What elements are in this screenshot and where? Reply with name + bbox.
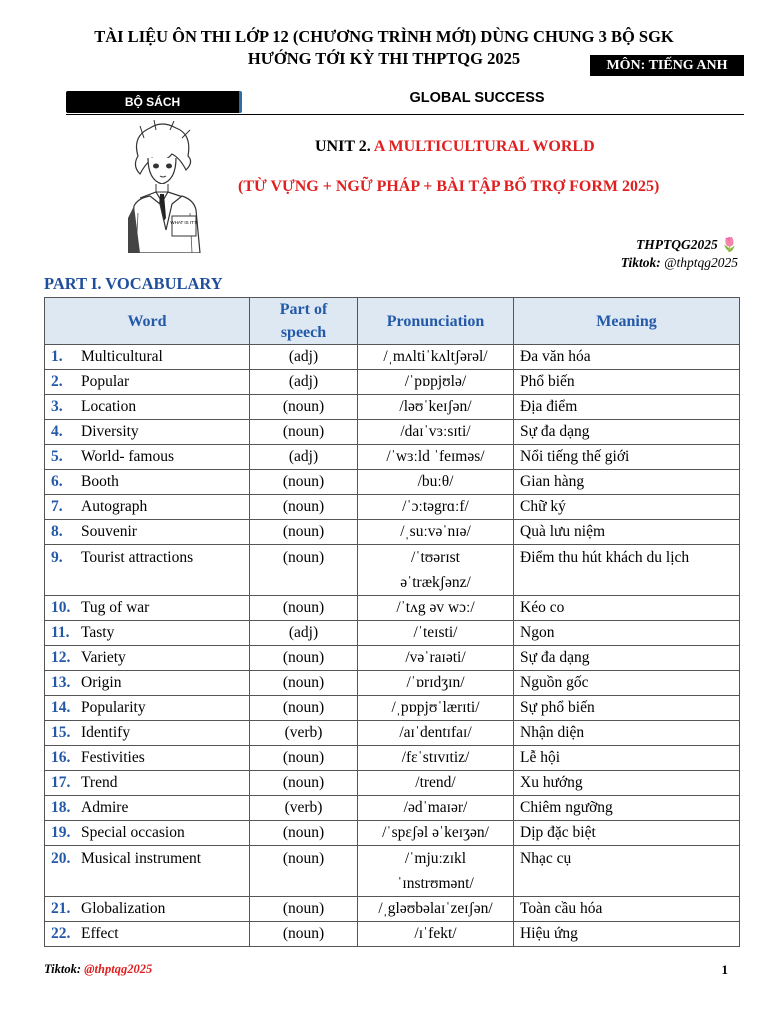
cell-part-of-speech: (adj) bbox=[250, 621, 358, 646]
row-number: 3. bbox=[51, 398, 63, 415]
cell-pronunciation bbox=[358, 897, 514, 922]
header-divider bbox=[66, 114, 744, 115]
vocabulary-table bbox=[44, 297, 740, 947]
row-number: 18. bbox=[51, 799, 71, 816]
vocab-word: Tasty bbox=[81, 624, 115, 641]
cell-meaning: Điểm thu hút khách du lịch bbox=[514, 545, 740, 596]
header-pos-line1: Part of bbox=[279, 301, 328, 318]
row-number: 9. bbox=[51, 549, 63, 566]
vocab-word: Identify bbox=[81, 724, 131, 741]
cell-pronunciation bbox=[358, 345, 514, 370]
cell-pronunciation bbox=[358, 922, 514, 947]
doc-title-line1: TÀI LIỆU ÔN THI LỚP 12 (CHƯƠNG TRÌNH MỚI) DÙNG CHUNG 3 BỘ SGK bbox=[94, 27, 674, 46]
table-row bbox=[45, 545, 740, 596]
cell-pronunciation bbox=[358, 821, 514, 846]
row-number: 17. bbox=[51, 774, 71, 791]
row-number: 6. bbox=[51, 473, 63, 490]
anime-character-illustration bbox=[110, 118, 210, 253]
cell-part-of-speech: (verb) bbox=[250, 721, 358, 746]
cell-pronunciation bbox=[358, 621, 514, 646]
table-row bbox=[45, 420, 740, 445]
cell-pronunciation bbox=[358, 470, 514, 495]
vocab-word: Variety bbox=[81, 649, 126, 666]
cell-pronunciation bbox=[358, 545, 514, 596]
row-number: 19. bbox=[51, 824, 71, 841]
pronunciation-text: /ˌpɒpjʊˈlærɪti/ bbox=[391, 699, 480, 716]
cell-part-of-speech: (verb) bbox=[250, 796, 358, 821]
table-row bbox=[45, 520, 740, 545]
cell-part-of-speech: (noun) bbox=[250, 520, 358, 545]
cell-meaning: Nhận diện bbox=[514, 721, 740, 746]
cell-pronunciation bbox=[358, 671, 514, 696]
pronunciation-text: /ˈtʌg əv wɔː/ bbox=[396, 599, 475, 616]
table-row bbox=[45, 646, 740, 671]
pronunciation-text: /vəˈraɪəti/ bbox=[405, 649, 466, 666]
vocab-word: Tourist attractions bbox=[81, 549, 194, 566]
cell-meaning: Chiêm ngưỡng bbox=[514, 796, 740, 821]
vocab-word: Multicultural bbox=[81, 348, 163, 365]
cell-pronunciation bbox=[358, 395, 514, 420]
pronunciation-text: /ˈɔːtəgrɑːf/ bbox=[402, 498, 469, 515]
header-meaning: Meaning bbox=[514, 298, 740, 345]
cell-meaning: Xu hướng bbox=[514, 771, 740, 796]
book-name: GLOBAL SUCCESS bbox=[409, 90, 545, 106]
pronunciation-text: /ɪˈfekt/ bbox=[414, 925, 457, 942]
cell-pronunciation bbox=[358, 721, 514, 746]
tiktok-credit bbox=[621, 255, 738, 271]
cell-pronunciation bbox=[358, 796, 514, 821]
cell-word bbox=[45, 821, 250, 846]
cell-word bbox=[45, 746, 250, 771]
cell-part-of-speech: (noun) bbox=[250, 922, 358, 947]
vocab-word: Autograph bbox=[81, 498, 148, 515]
row-number: 7. bbox=[51, 498, 63, 515]
row-number: 13. bbox=[51, 674, 71, 691]
table-row bbox=[45, 495, 740, 520]
cell-word bbox=[45, 771, 250, 796]
cell-pronunciation bbox=[358, 520, 514, 545]
pronunciation-text: /trend/ bbox=[415, 774, 456, 791]
cell-word bbox=[45, 370, 250, 395]
cell-word bbox=[45, 721, 250, 746]
vocab-word: Globalization bbox=[81, 900, 166, 917]
row-number: 4. bbox=[51, 423, 63, 440]
row-number: 10. bbox=[51, 599, 71, 616]
cell-part-of-speech: (noun) bbox=[250, 771, 358, 796]
pronunciation-text: /fɛˈstɪvɪtiz/ bbox=[401, 749, 470, 766]
cell-meaning: Dịp đặc biệt bbox=[514, 821, 740, 846]
table-row bbox=[45, 922, 740, 947]
cell-meaning: Quà lưu niệm bbox=[514, 520, 740, 545]
cell-meaning: Hiệu ứng bbox=[514, 922, 740, 947]
cell-pronunciation bbox=[358, 746, 514, 771]
cell-part-of-speech: (noun) bbox=[250, 420, 358, 445]
vocab-word: Effect bbox=[81, 925, 119, 942]
cell-part-of-speech: (noun) bbox=[250, 470, 358, 495]
vocab-word: Popular bbox=[81, 373, 130, 390]
pronunciation-text: /ˈɒrɪdʒɪn/ bbox=[406, 674, 465, 691]
row-number: 21. bbox=[51, 900, 71, 917]
page-number: 1 bbox=[721, 962, 728, 977]
table-row bbox=[45, 395, 740, 420]
subject-badge: MÔN: TIẾNG ANH bbox=[590, 55, 744, 76]
cell-part-of-speech: (noun) bbox=[250, 897, 358, 922]
table-row bbox=[45, 821, 740, 846]
footer-credit bbox=[44, 962, 152, 977]
pronunciation-text: /ˈteɪsti/ bbox=[413, 624, 458, 641]
header-pronunciation: Pronunciation bbox=[358, 298, 514, 345]
cell-meaning: Sự đa dạng bbox=[514, 646, 740, 671]
vocab-word: Special occasion bbox=[81, 824, 185, 841]
pronunciation-text: /ləʊˈkeɪʃən/ bbox=[399, 398, 472, 415]
cell-pronunciation bbox=[358, 370, 514, 395]
row-number: 14. bbox=[51, 699, 71, 716]
cell-part-of-speech: (noun) bbox=[250, 596, 358, 621]
unit-subtitle: (TỪ VỰNG + NGỮ PHÁP + BÀI TẬP BỔ TRỢ FORM 2025) bbox=[238, 178, 660, 195]
cell-word bbox=[45, 671, 250, 696]
header-part-of-speech bbox=[250, 298, 358, 345]
pronunciation-text: /ˈmjuːzɪkl bbox=[404, 850, 467, 867]
vocab-word: Booth bbox=[81, 473, 119, 490]
cell-meaning: Đa văn hóa bbox=[514, 345, 740, 370]
cell-part-of-speech: (adj) bbox=[250, 445, 358, 470]
row-number: 5. bbox=[51, 448, 63, 465]
tiktok-handle: @thptqg2025 bbox=[664, 255, 738, 270]
table-row bbox=[45, 721, 740, 746]
cell-meaning: Địa điểm bbox=[514, 395, 740, 420]
table-row bbox=[45, 696, 740, 721]
vocabulary-rows bbox=[45, 345, 740, 947]
cell-word bbox=[45, 646, 250, 671]
footer-tiktok-handle: @thptqg2025 bbox=[84, 962, 153, 976]
vocab-word: Location bbox=[81, 398, 137, 415]
cell-part-of-speech: (noun) bbox=[250, 495, 358, 520]
pronunciation-text-continued: əˈtrækʃənz/ bbox=[400, 574, 471, 591]
table-row bbox=[45, 596, 740, 621]
cell-word bbox=[45, 596, 250, 621]
row-number: 22. bbox=[51, 925, 71, 942]
pronunciation-text: /ˌsuːvəˈnɪə/ bbox=[400, 523, 471, 540]
cell-word bbox=[45, 420, 250, 445]
pronunciation-text: /ˌmʌltiˈkʌltʃərəl/ bbox=[383, 348, 488, 365]
cell-meaning: Kéo co bbox=[514, 596, 740, 621]
table-row bbox=[45, 370, 740, 395]
table-row bbox=[45, 445, 740, 470]
unit-heading bbox=[315, 138, 595, 156]
cell-word bbox=[45, 445, 250, 470]
pronunciation-text: /ˌgləʊbəlaɪˈzeɪʃən/ bbox=[378, 900, 493, 917]
footer-tiktok-label: Tiktok: bbox=[44, 962, 82, 976]
unit-title: A MULTICULTURAL WORLD bbox=[373, 138, 595, 155]
cell-part-of-speech: (noun) bbox=[250, 545, 358, 596]
vocab-word: World- famous bbox=[81, 448, 175, 465]
cell-pronunciation bbox=[358, 420, 514, 445]
vocab-word: Diversity bbox=[81, 423, 139, 440]
cell-word bbox=[45, 922, 250, 947]
tulip-icon: 🌷 bbox=[721, 237, 738, 252]
row-number: 15. bbox=[51, 724, 71, 741]
cell-meaning: Nguồn gốc bbox=[514, 671, 740, 696]
table-row bbox=[45, 621, 740, 646]
table-row bbox=[45, 897, 740, 922]
pronunciation-text: /ˈwɜːld ˈfeɪməs/ bbox=[386, 448, 485, 465]
cell-pronunciation bbox=[358, 495, 514, 520]
cell-part-of-speech: (noun) bbox=[250, 821, 358, 846]
book-label-badge: BỘ SÁCH bbox=[66, 91, 242, 113]
vocab-word: Trend bbox=[81, 774, 118, 791]
illustration-caption: WHAT IS IT?! bbox=[170, 220, 198, 225]
cell-word bbox=[45, 696, 250, 721]
table-row bbox=[45, 771, 740, 796]
vocab-word: Origin bbox=[81, 674, 122, 691]
table-row bbox=[45, 746, 740, 771]
cell-pronunciation bbox=[358, 846, 514, 897]
cell-meaning: Sự phổ biến bbox=[514, 696, 740, 721]
cell-meaning: Nhạc cụ bbox=[514, 846, 740, 897]
cell-meaning: Gian hàng bbox=[514, 470, 740, 495]
tiktok-label: Tiktok: bbox=[620, 255, 661, 270]
section-title: PART I. VOCABULARY bbox=[44, 274, 223, 293]
cell-word bbox=[45, 470, 250, 495]
table-row bbox=[45, 796, 740, 821]
header-pos-line2: speech bbox=[280, 324, 327, 341]
cell-pronunciation bbox=[358, 771, 514, 796]
vocab-word: Musical instrument bbox=[81, 850, 202, 867]
cell-meaning: Ngon bbox=[514, 621, 740, 646]
cell-pronunciation bbox=[358, 596, 514, 621]
row-number: 8. bbox=[51, 523, 63, 540]
cell-pronunciation bbox=[358, 646, 514, 671]
cell-word bbox=[45, 545, 250, 596]
cell-part-of-speech: (adj) bbox=[250, 370, 358, 395]
pronunciation-text: /ˈpɒpjʊlə/ bbox=[404, 373, 467, 390]
cell-word bbox=[45, 495, 250, 520]
brand-name: THPTQG2025 bbox=[636, 237, 718, 252]
vocab-word: Admire bbox=[81, 799, 129, 816]
row-number: 1. bbox=[51, 348, 63, 365]
pronunciation-text-continued: ˈɪnstrʊmənt/ bbox=[397, 875, 474, 892]
pronunciation-text: /ˈtʊərɪst bbox=[411, 549, 460, 566]
unit-prefix: UNIT 2. bbox=[315, 138, 371, 155]
table-row bbox=[45, 846, 740, 897]
table-row bbox=[45, 470, 740, 495]
cell-word bbox=[45, 796, 250, 821]
cell-part-of-speech: (noun) bbox=[250, 671, 358, 696]
cell-meaning: Phổ biến bbox=[514, 370, 740, 395]
cell-meaning: Chữ ký bbox=[514, 495, 740, 520]
cell-meaning: Sự đa dạng bbox=[514, 420, 740, 445]
cell-part-of-speech: (adj) bbox=[250, 345, 358, 370]
row-number: 20. bbox=[51, 850, 71, 867]
pronunciation-text: /aɪˈdentɪfaɪ/ bbox=[399, 724, 472, 741]
vocab-word: Festivities bbox=[81, 749, 145, 766]
table-header-row bbox=[45, 298, 740, 345]
cell-meaning: Lễ hội bbox=[514, 746, 740, 771]
cell-word bbox=[45, 520, 250, 545]
cell-word bbox=[45, 897, 250, 922]
cell-word bbox=[45, 846, 250, 897]
vocab-word: Tug of war bbox=[81, 599, 150, 616]
pronunciation-text: /ədˈmaɪər/ bbox=[403, 799, 468, 816]
cell-part-of-speech: (noun) bbox=[250, 395, 358, 420]
row-number: 12. bbox=[51, 649, 71, 666]
doc-title-line2: HƯỚNG TỚI KỲ THI THPTQG 2025 bbox=[247, 49, 521, 68]
cell-meaning: Toàn cầu hóa bbox=[514, 897, 740, 922]
cell-word bbox=[45, 395, 250, 420]
vocab-word: Souvenir bbox=[81, 523, 137, 540]
cell-part-of-speech: (noun) bbox=[250, 746, 358, 771]
table-row bbox=[45, 345, 740, 370]
cell-word bbox=[45, 345, 250, 370]
row-number: 2. bbox=[51, 373, 63, 390]
header-word: Word bbox=[45, 298, 250, 345]
cell-pronunciation bbox=[358, 445, 514, 470]
cell-pronunciation bbox=[358, 696, 514, 721]
cell-word bbox=[45, 621, 250, 646]
pronunciation-text: /buːθ/ bbox=[417, 473, 454, 490]
cell-meaning: Nổi tiếng thế giới bbox=[514, 445, 740, 470]
row-number: 16. bbox=[51, 749, 71, 766]
pronunciation-text: /daɪˈvɜːsɪti/ bbox=[400, 423, 471, 440]
pronunciation-text: /ˈspɛʃəl əˈkeɪʒən/ bbox=[382, 824, 489, 841]
cell-part-of-speech: (noun) bbox=[250, 846, 358, 897]
table-row bbox=[45, 671, 740, 696]
cell-part-of-speech: (noun) bbox=[250, 646, 358, 671]
brand-credit bbox=[636, 237, 738, 253]
cell-part-of-speech: (noun) bbox=[250, 696, 358, 721]
row-number: 11. bbox=[51, 624, 70, 641]
vocab-word: Popularity bbox=[81, 699, 146, 716]
